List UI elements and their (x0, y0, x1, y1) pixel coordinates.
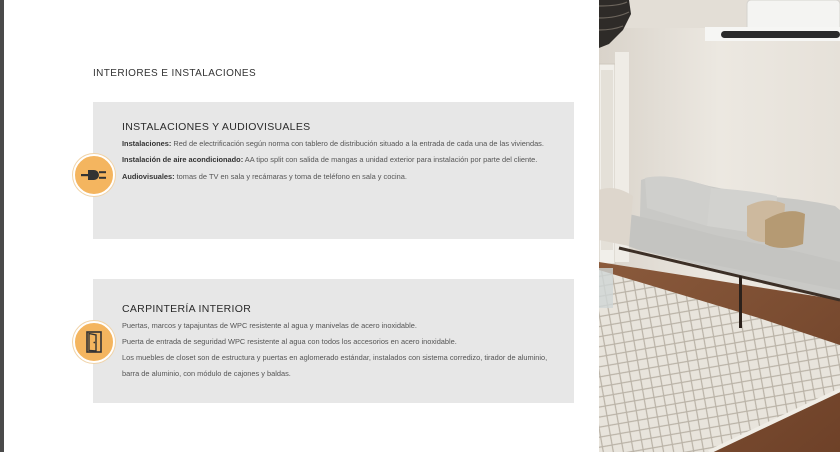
carpentry-card (93, 279, 574, 403)
spec-line: Los muebles de closet son de estructura y puertas en aglomerado estándar, instalados con sistema corredizo, tirador de aluminio, barra de aluminio, con módulo de cajones y baldas. (122, 353, 548, 378)
card-title: INSTALACIONES Y AUDIOVISUALES (122, 121, 311, 133)
plug-icon (73, 154, 115, 196)
spec-label: Instalaciones: (122, 139, 172, 148)
living-room-photo (599, 0, 840, 452)
spec-line: Puerta de entrada de seguridad WPC resistente al agua con todos los accesorios en acero inoxidable. (122, 337, 457, 346)
spec-line: Puertas, marcos y tapajuntas de WPC resistente al agua y manivelas de acero inoxidable. (122, 321, 417, 330)
spec-text: Red de electrificación según norma con tablero de distribución situado a la entrada de cada una de las viviendas. (171, 139, 544, 148)
card-title: CARPINTERÍA INTERIOR (122, 303, 252, 315)
spec-text: tomas de TV en sala y recámaras y toma de teléfono en sala y cocina. (174, 171, 407, 181)
spec-item (122, 136, 560, 152)
spec-item (122, 152, 560, 168)
card-body (122, 136, 560, 185)
page-title: INTERIORES E INSTALACIONES (93, 68, 257, 79)
spec-item (122, 169, 560, 185)
page-edge (0, 0, 4, 452)
card-body (122, 318, 560, 382)
spec-label: Instalación de aire acondicionado: (122, 155, 244, 165)
door-icon (73, 321, 115, 363)
spec-label: Audiovisuales: (122, 171, 175, 181)
installations-card (93, 102, 574, 239)
spec-text: AA tipo split con salida de mangas a unidad exterior para instalación por parte del cliente. (243, 155, 538, 165)
